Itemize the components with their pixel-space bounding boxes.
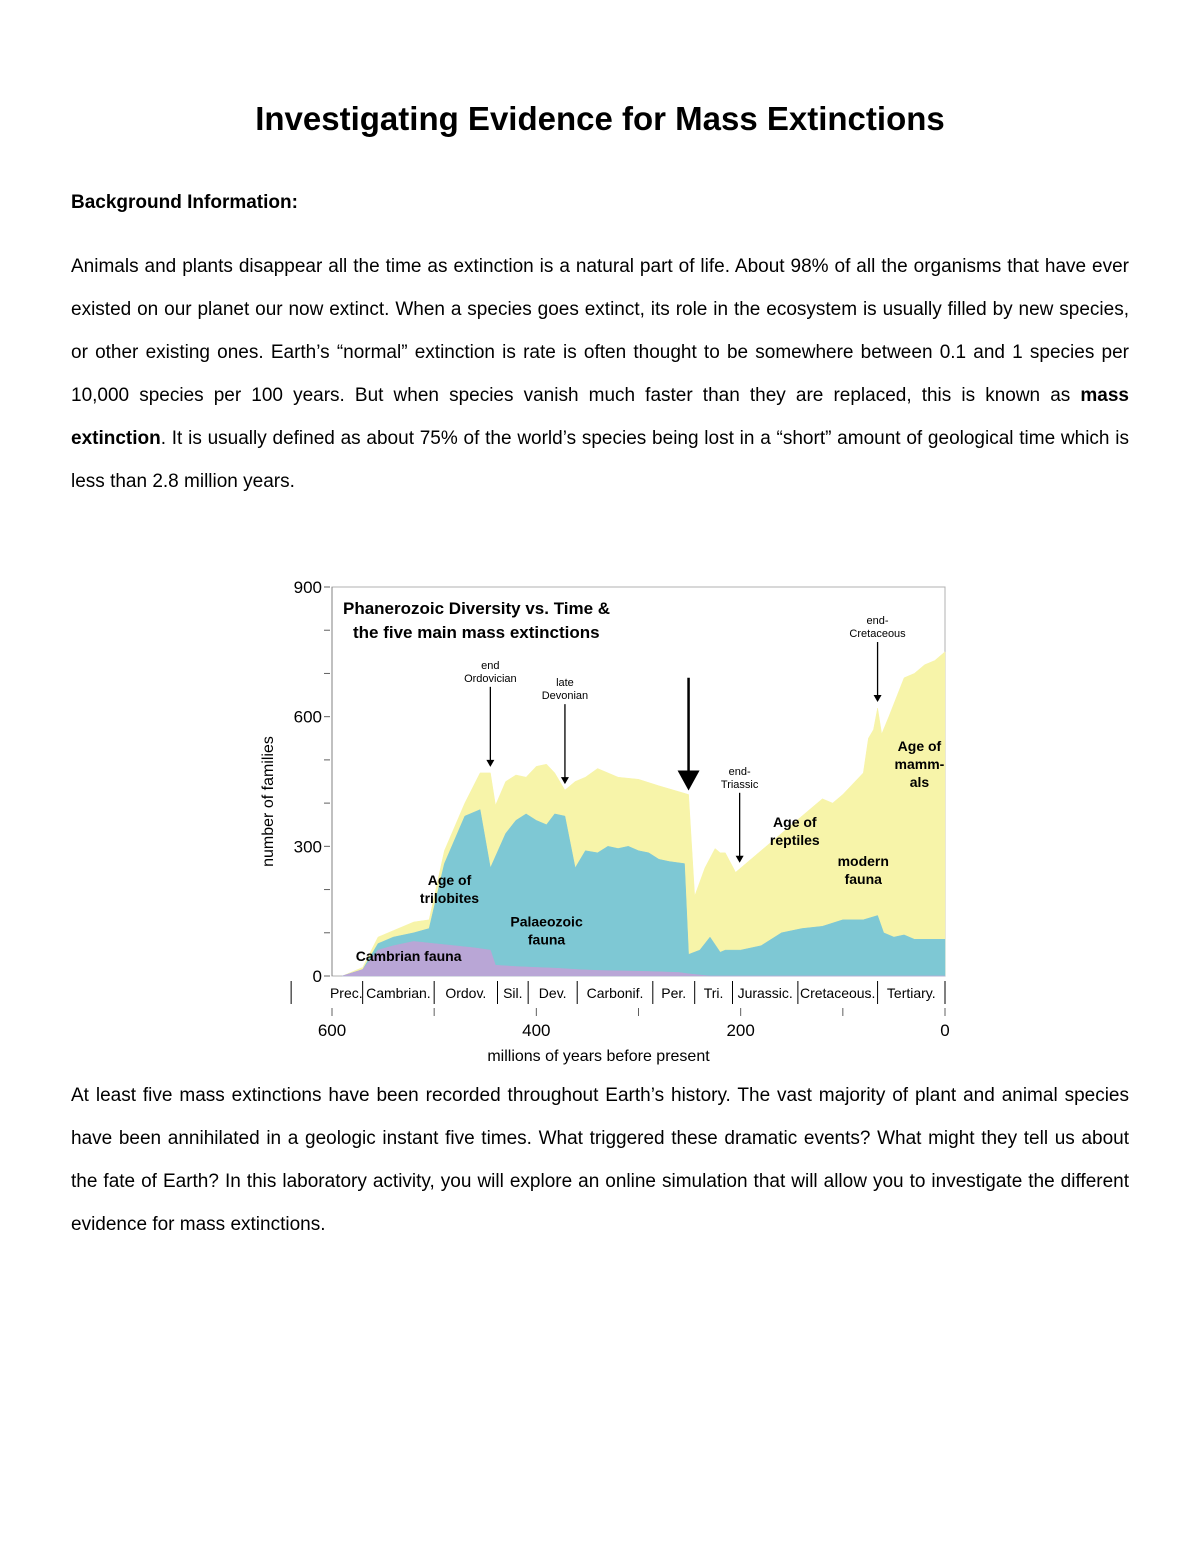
extinction-label-line2: Cretaceous	[849, 628, 906, 641]
y-tick-label: 600	[293, 707, 322, 727]
x-tick-label: 400	[522, 1021, 551, 1040]
extinction-events-paragraph: At least five mass extinctions have been recorded throughout Earth’s history. The vast majority of plant and animal species have been annihilated in a geologic instant five times. What triggered these dramatic events? What might they tell us about the fate of Earth? In this laboratory activity, you will explore an online simulation that will allow you to investigate the different evidence for mass extinctions.	[71, 1085, 1129, 1235]
extinction-label-line2: Triassic	[720, 778, 759, 791]
period-label: Tertiary.	[886, 985, 936, 1001]
y-tick-label: 300	[293, 837, 322, 857]
chart-title-line1: Phanerozoic Diversity vs. Time &	[343, 599, 611, 618]
y-tick-label: 900	[293, 578, 322, 597]
mass-extinction-term: mass extinction	[71, 385, 1129, 449]
extinction-label-line1: end	[481, 659, 500, 672]
paragraph1-text-end: . It is usually defined as about 75% of the world’s species being lost in a “short” amount of geological time which is less than 2.8 million years.	[71, 428, 1129, 492]
period-label: Sil.	[503, 985, 523, 1001]
period-label: Per.	[661, 985, 687, 1001]
region-label: modern	[837, 852, 889, 869]
period-label: Carbonif.	[586, 985, 644, 1001]
period-label: Tri.	[703, 985, 724, 1001]
region-label: reptiles	[769, 831, 820, 848]
extinction-label-line1: end-	[866, 615, 889, 628]
period-label: Dev.	[538, 985, 567, 1001]
background-paragraph	[71, 245, 1129, 503]
period-label: Cambrian.	[366, 985, 431, 1001]
region-label: Age of	[773, 813, 817, 830]
region-label: Age of	[897, 738, 942, 755]
region-label: trilobites	[419, 890, 480, 907]
diversity-chart	[255, 570, 955, 1070]
region-label: Palaeozoic	[510, 913, 583, 930]
paragraph1-text-start: Animals and plants disappear all the time as extinction is a natural part of life. About 98% of all the organisms that have ever existed on our planet our now extinct. When a species goes extinct, its role in the ecosystem is usually filled by new species, or other existing ones. Earth’s “normal” extinction is rate is often thought to be somewhere between 0.1 and 1 species per 10,000 species per 100 years. But when species vanish much faster than they are replaced, this is known as	[71, 256, 1129, 406]
region-label: mamm-	[894, 756, 945, 773]
diversity-chart-svg	[255, 570, 955, 1070]
background-heading: Background Information:	[71, 192, 298, 213]
y-tick-label: 0	[312, 967, 322, 986]
region-label: als	[909, 774, 930, 791]
x-tick-label: 200	[726, 1021, 755, 1040]
extinction-label-line2: Ordovician	[464, 672, 517, 685]
x-tick-label: 600	[317, 1021, 347, 1040]
region-label: Age of	[427, 872, 472, 889]
period-label: Cretaceous.	[799, 985, 876, 1001]
extinction-label-line1: end-	[728, 765, 751, 778]
region-label: fauna	[527, 931, 566, 948]
region-label: fauna	[844, 870, 882, 887]
y-axis-title: number of families	[260, 736, 277, 867]
x-tick-label: 0	[940, 1021, 950, 1040]
chart-title-line2: the five main mass extinctions	[353, 623, 600, 642]
region-label: Cambrian fauna	[355, 947, 462, 964]
period-label: Jurassic.	[737, 985, 793, 1001]
period-label: Ordov.	[445, 985, 487, 1001]
period-label: Prec.	[329, 985, 363, 1001]
extinction-label-line1: late	[556, 677, 574, 690]
extinction-label-line2: Devonian	[541, 690, 589, 703]
page-title: Investigating Evidence for Mass Extinctions	[255, 100, 945, 137]
x-axis-title: millions of years before present	[487, 1048, 710, 1065]
